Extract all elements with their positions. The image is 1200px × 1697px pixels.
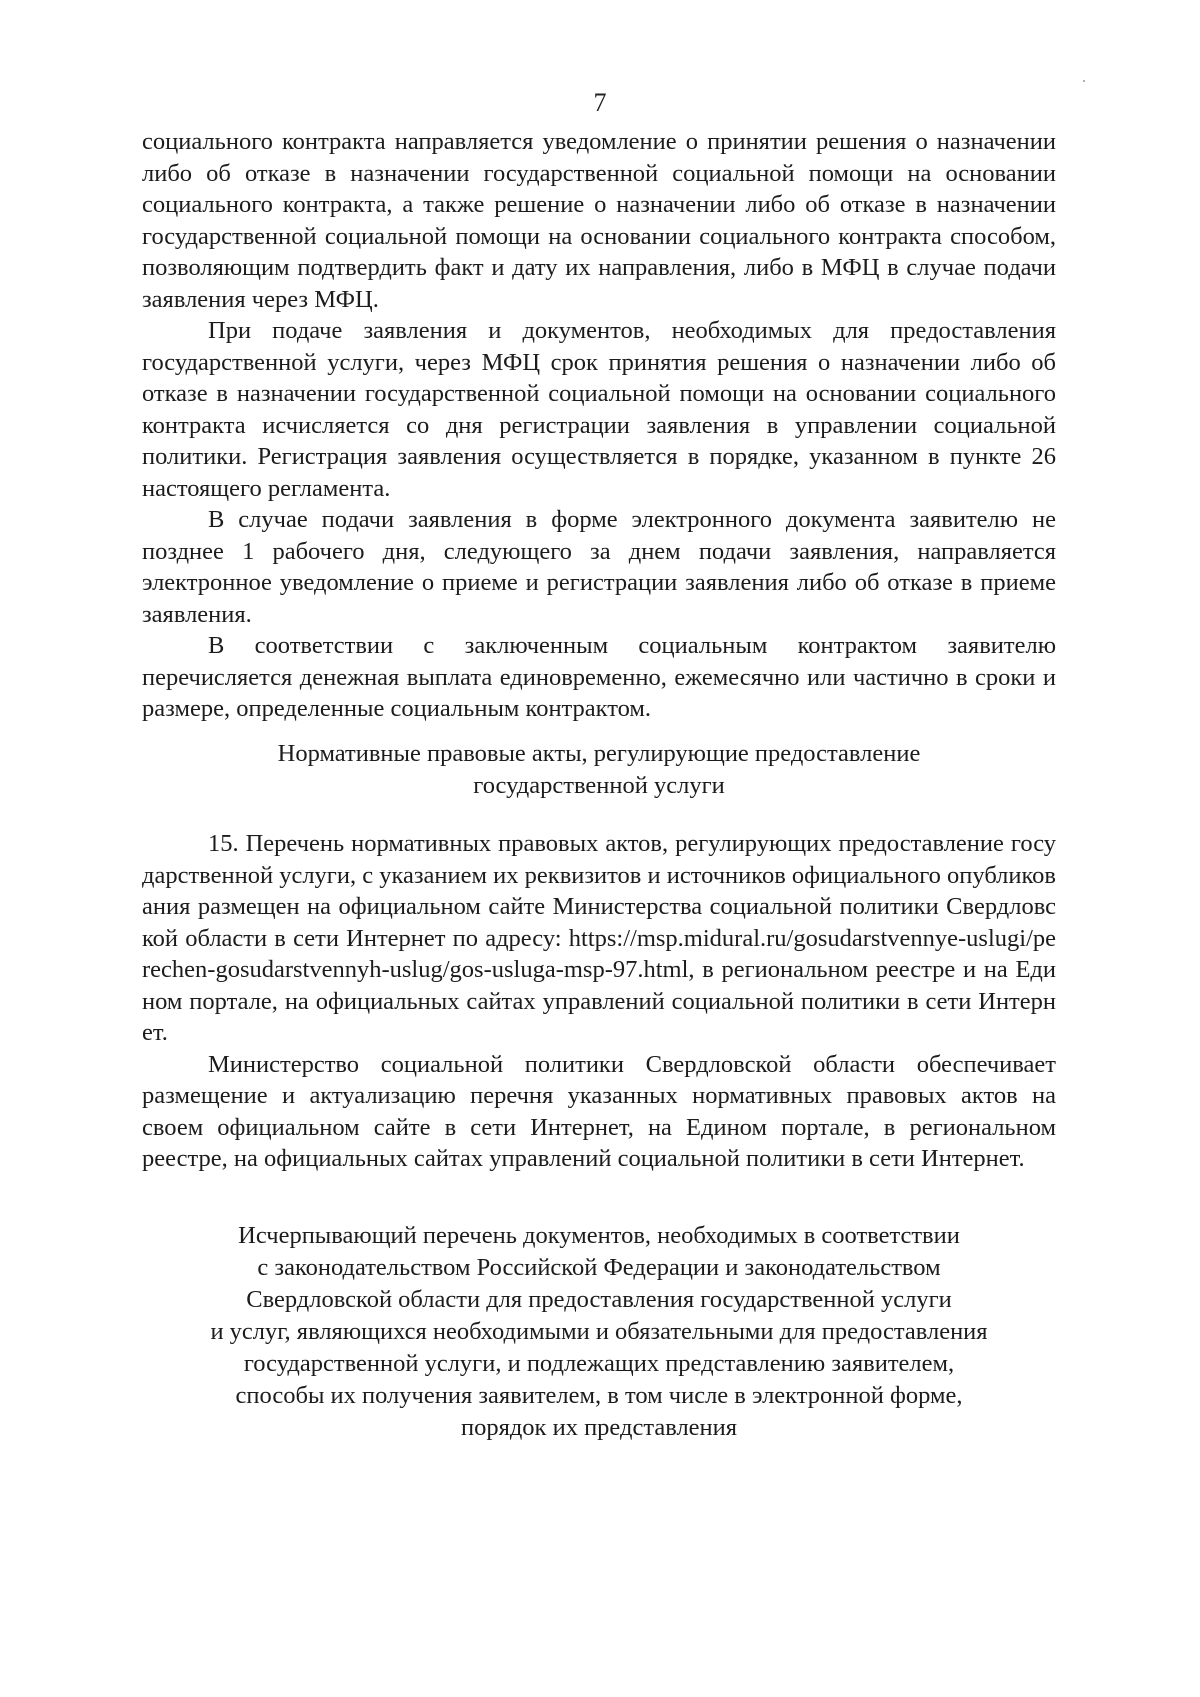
heading-line: Исчерпывающий перечень документов, необходимых в соответствии: [238, 1222, 960, 1249]
heading-line: и услуг, являющихся необходимыми и обязательными для предоставления: [210, 1318, 988, 1345]
heading-line: с законодательством Российской Федерации и законодательством: [257, 1254, 941, 1281]
heading-line: государственной услуги, и подлежащих представлению заявителем,: [243, 1350, 955, 1377]
page-number: 7: [593, 88, 607, 117]
scan-speck: [1083, 80, 1085, 82]
section-social-contract: [142, 126, 1056, 725]
heading-documents-list: [142, 1220, 1056, 1444]
heading-line: порядок их представления: [460, 1414, 738, 1441]
heading-line: способы их получения заявителем, в том числе в электронной форме,: [235, 1382, 963, 1409]
heading-line: Свердловской области для предоставления государственной услуги: [246, 1286, 952, 1313]
paragraph-electronic-application: В случае подачи заявления в форме электронного документа заявителю не позднее 1 рабочего дня, следующего за днем подачи заявления, направляется электронное уведомление о приеме и регистрации заявления либо об отказе в приеме заявления.: [142, 506, 1056, 628]
section-legal-acts: [142, 828, 1056, 1175]
heading-line: государственной услуги: [473, 772, 725, 799]
paragraph-notification: социального контракта направляется уведомление о принятии решения о назначении либо об отказе в назначении государственной социальной помощи на основании социального контракта, а также решение о назначении либо об отказе в назначении государственной социальной помощи на основании социального контракта способом, позволяющим подтвердить факт и дату их направления, либо в МФЦ в случае подачи заявления через МФЦ.: [142, 128, 1056, 313]
heading-legal-acts: [142, 738, 1056, 802]
paragraph-mfc-deadline: При подаче заявления и документов, необходимых для предоставления государственной услуги, через МФЦ срок принятия решения о назначении либо об отказе в назначении государственной социальной помощи на основании социального контракта исчисляется со дня регистрации заявления в управлении социальной политики. Регистрация заявления осуществляется в порядке, указанном в пункте 26 настоящего регламента.: [142, 317, 1056, 502]
heading-line: Нормативные правовые акты, регулирующие предоставление: [277, 740, 921, 767]
paragraph-15-legal-acts-list: 15. Перечень нормативных правовых актов, регулирующих предоставление государственной услуги, с указанием их реквизитов и источников официального опубликования размещен на официальном сайте Министерства социальной политики Свердловской области в сети Интернет по адресу: https://msp.midural.ru/gosudarstvennye-uslugi/perechen-gosudarstvennyh-uslug/gos-usluga-msp-97.html, в региональном реестре и на Едином портале, на официальных сайтах управлений социальной политики в сети Интернет.: [142, 830, 1056, 1046]
paragraph-ministry-publication: Министерство социальной политики Свердловской области обеспечивает размещение и актуализацию перечня указанных нормативных правовых актов на своем официальном сайте в сети Интернет, на Едином портале, в региональном реестре, на официальных сайтах управлений социальной политики в сети Интернет.: [142, 1050, 1056, 1172]
paragraph-payment: В соответствии с заключенным социальным контрактом заявителю перечисляется денежная выплата единовременно, ежемесячно или частично в сроки и размере, определенные социальным контрактом.: [142, 632, 1056, 722]
